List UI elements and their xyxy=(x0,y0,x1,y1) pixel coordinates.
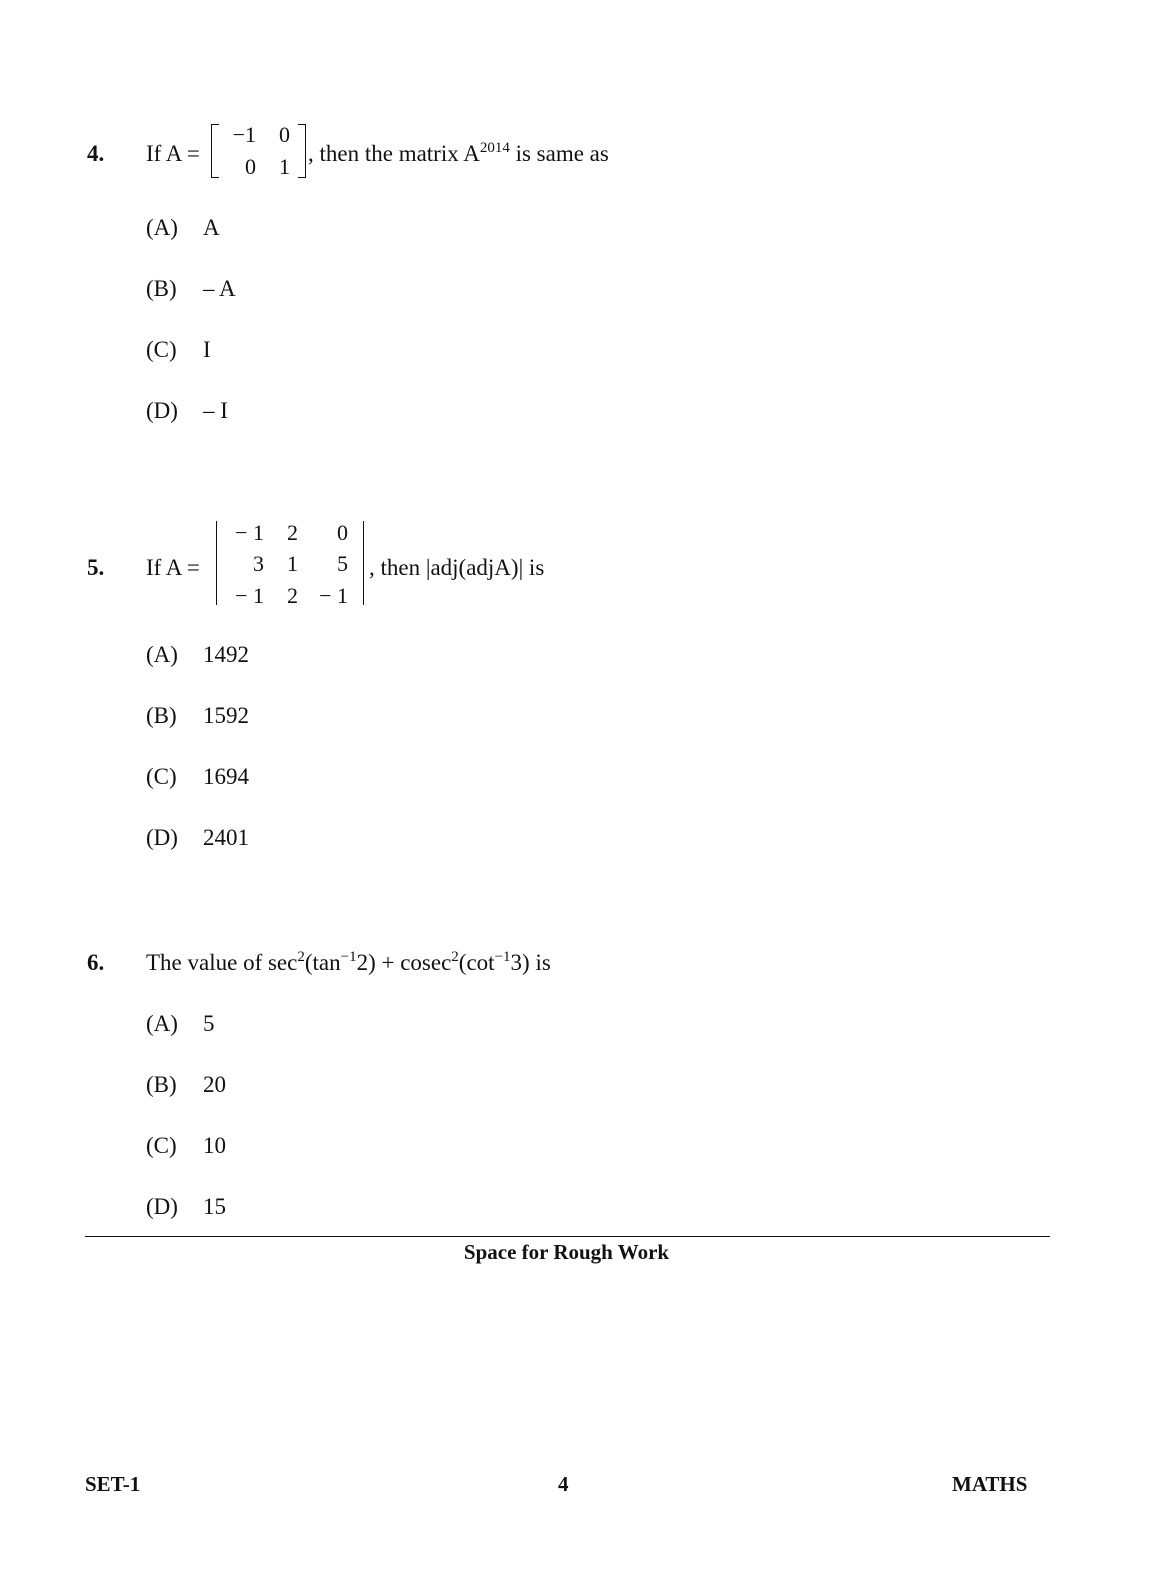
matrix-cell: 2 xyxy=(287,583,298,608)
matrix-cell: 0 xyxy=(245,154,256,179)
question-number: 5. xyxy=(87,555,105,580)
matrix-cell: − 1 xyxy=(235,583,264,608)
question-prefix: If A = xyxy=(146,141,200,166)
rough-work-label: Space for Rough Work xyxy=(463,1240,670,1264)
footer-subject: MATHS xyxy=(952,1472,1028,1496)
matrix-cell: 0 xyxy=(279,122,290,147)
matrix-cell: − 1 xyxy=(319,583,348,608)
matrix-cell: − 1 xyxy=(235,520,264,545)
question-stem: , then the matrix $A^{2014}$ is same as xyxy=(308,140,609,166)
matrix-cell: 0 xyxy=(337,520,348,545)
footer-set: SET-1 xyxy=(85,1472,141,1496)
matrix-cell: 2 xyxy=(287,520,298,545)
question-number: 6. xyxy=(87,950,105,975)
matrix-cell: 5 xyxy=(337,551,348,576)
left-bracket xyxy=(211,124,219,178)
divider-line xyxy=(85,1236,1050,1237)
question-number: 4. xyxy=(87,141,105,166)
question-stem: The value of $\sec^2(\tan^{-1}2) + cosec^2(\cot^{-1}3)$ is xyxy=(146,949,551,975)
footer-page-number: 4 xyxy=(558,1472,569,1496)
right-bracket xyxy=(298,124,306,178)
left-bar xyxy=(216,521,217,605)
matrix-cell: 1 xyxy=(279,154,290,179)
matrix-cell: −1 xyxy=(232,122,256,147)
question-prefix: If A = xyxy=(146,555,200,580)
right-bar xyxy=(363,521,364,605)
question-stem: , then |adj(adjA)| is xyxy=(369,555,545,580)
matrix-cell: 3 xyxy=(253,551,264,576)
matrix-cell: 1 xyxy=(287,551,298,576)
